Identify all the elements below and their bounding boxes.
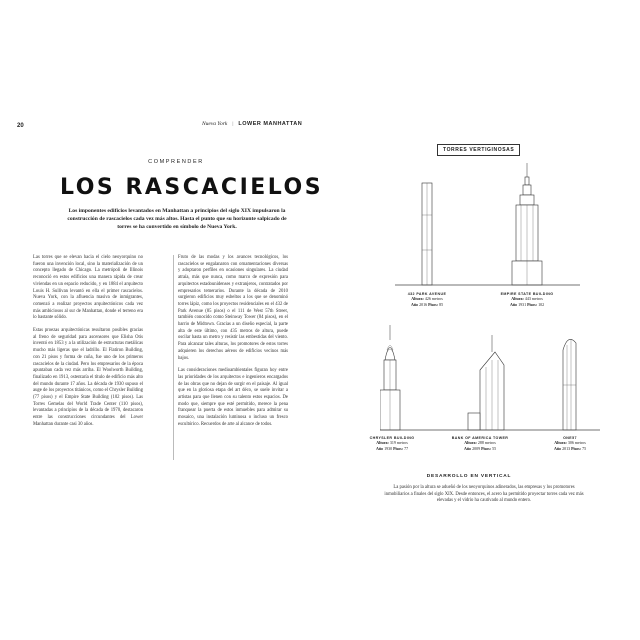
building-caption [530,436,610,452]
running-head: Nueva York | LOWER MANHATTAN [202,121,303,127]
page-number: 20 [17,123,24,129]
chrysler-illustration [380,325,400,430]
running-head-section: LOWER MANHATTAN [238,121,303,127]
article-lead: Los imponentes edificios levantados en Manhattan a principios del siglo XIX impulsaron la construcción de rascacielos cada vez más altos. Hasta el punto que su horizonte salpicado de torres se ha convertido en símbolo de Nueva York. [67,208,287,230]
building-caption [352,436,432,452]
building-stats: Altura: 443 metros Año 1931 Pisos: 102 [509,296,545,307]
building-name: ONE57 [563,436,577,440]
body-paragraph: Estas proezas arquitectónicas resultaron posibles gracias al freno de seguridad para ascensores que Elisha Otis inventó en 1853 y a la utilización de estructuras metálicas mucho más ligeras que el ladrillo. El Flatiron Building, con 21 pisos y forma de cuña, fue uno de los primeros rascacielos de la ciudad. Pero los empresarios de la época apuntaban cada vez más arriba. El Woolworth Building, finalizado en 1913, ostentaría el título de edificio más alto del mundo durante 17 años. La década de 1930 supuso el auge de los proyectos titánicos, como el Chrysler Building (77 pisos) y el Empire State Building (102 pisos). Las Torres Gemelas del World Trade Center (110 pisos), levantadas a principios de la década de 1970, destacaron entre las construcciones circundantes del Lower Manhattan durante casi 30 años. [33,328,143,427]
skyscraper-illustrations [380,155,610,465]
development-text: La pasión por la altura se adueñó de los neoyorquinos adinerados, las empresas y los promotores inmobiliarios a finales del siglo XIX. Desde entonces, el acero ha permitido proyectar torres cada vez más elevadas y el vidrio ha cautivado al mundo entero. [384,485,584,503]
running-head-city: Nueva York [202,121,228,127]
body-paragraph: Las torres que se elevan hacia el cielo neoyorquino no fueron una invención local, sino la materialización de un concepto llegado de Chicago. La metrópoli de Illinois reconoció en estos edificios una manera rápida de crear viviendas en un espacio reducido, y en 1884 el arquitecto Louis H. Sullivan levantó en ella el primer rascacielos. Nueva York, con la afluencia masiva de inmigrantes, comenzó a realizar proyectos arquitectónicos cada vez más ambiciosos al sur de Manhattan, donde el terreno era lo bastante sólido. [33,255,143,321]
article-title: LOS RASCACIELOS [60,175,324,200]
building-stats: Altura: 288 metros Año 2009 Pisos: 55 [463,440,497,451]
building-caption [387,292,467,308]
building-stats: Altura: 319 metros Año 1930 Pisos: 77 [375,440,409,451]
building-caption [440,436,520,452]
building-name: CHRYSLER BUILDING [369,436,415,440]
body-column-1 [33,255,143,435]
park-avenue-432-illustration [422,183,432,285]
building-name: 432 PARK AVENUE [407,292,447,296]
building-name: EMPIRE STATE BUILDING [500,292,554,296]
empire-state-illustration [512,163,542,285]
building-name: BANK OF AMERICA TOWER [451,436,509,440]
bank-of-america-illustration [468,335,504,430]
building-caption [487,292,567,308]
body-column-2 [178,255,288,435]
body-paragraph: Fruto de las modas y los avances tecnológicos, los rascacielos se engalanaron con ornamentaciones diversas y adoptaron perfiles en ocasiones singulares. La ciudad atraía, más que nunca, como marco de expresión para arquitectos estadounidenses y extranjeros, contratados por empresarios temerarios. Durante la década de 2010 surgieron edificios muy esbeltos a los que se denominó torres lápiz, como los proyectos residenciales en el 432 de Park Avenue (85 pisos) o el 111 de West 57th Street, también conocido como Steinway Tower (84 pisos), en el barrio de Midtown. Gracias a un diseño especial, la parte alta de este último, con 435 metros de altura, puede oscilar hasta un metro y resistir las embestidas del viento. Para alcanzar tales alturas, los promotores de estos torres adquieren los derechos aéreos de edificios vecinos más bajos. [178,255,288,361]
body-paragraph: Las consideraciones medioambientales figuran hoy entre las prioridades de los arquitectos e ingenieros encargados de las obras que no dejan de surgir en el paisaje. Al igual que en la gloriosa etapa del art déco, se suele invitar a artistas para que llenen con su talento estos espacios. De modo que, siempre que esté permitido, merece la pena franquear la puerta de estos inmuebles para admirar su mosaico, una instalación luminosa o incluso un fresco escultórico. Recuerdos de arte al alcance de todos. [178,368,288,427]
development-title: DESARROLLO EN VERTICAL [426,474,512,479]
one57-illustration [563,339,576,430]
building-stats: Altura: 426 metros Año 2016 Pisos: 85 [410,296,444,307]
article-kicker: COMPRENDER [148,159,204,165]
column-divider [173,255,174,460]
sidebar-title-box: TORRES VERTIGINOSAS [437,144,520,156]
building-stats: Altura: 306 metros Año 2013 Pisos: 75 [553,440,587,451]
